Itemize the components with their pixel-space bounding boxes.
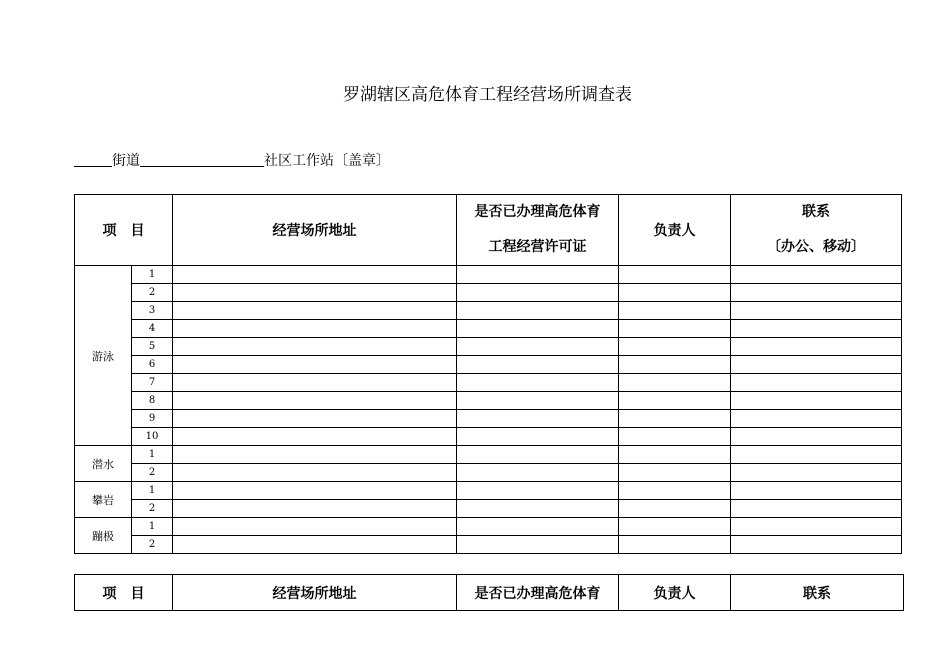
survey-table [74,194,902,554]
header2-person: 负责人 [619,575,731,611]
row-number: 4 [132,320,173,338]
permit-cell[interactable] [457,302,619,320]
table-row [75,518,902,536]
permit-cell[interactable] [457,428,619,446]
table-row [75,428,902,446]
table-row [75,536,902,554]
station-label: 社区工作站〔盖章〕 [264,153,390,169]
table-row [75,266,902,284]
person-cell[interactable] [619,302,731,320]
permit-cell[interactable] [457,482,619,500]
table-row [75,338,902,356]
permit-cell[interactable] [457,320,619,338]
contact-cell[interactable] [731,374,902,392]
row-number: 1 [132,482,173,500]
header-permit-line1: 是否已办理高危体育 [474,204,601,220]
person-cell[interactable] [619,356,731,374]
contact-cell[interactable] [731,356,902,374]
header2-item: 项 目 [75,575,173,611]
row-number: 3 [132,302,173,320]
address-cell[interactable] [173,536,457,554]
contact-cell[interactable] [731,266,902,284]
row-number: 2 [132,500,173,518]
contact-cell[interactable] [731,482,902,500]
contact-cell[interactable] [731,428,902,446]
row-number: 1 [132,266,173,284]
header-contact-line2: 〔办公、移动〕 [767,239,865,255]
table-header-row-continued [75,575,904,611]
person-cell[interactable] [619,446,731,464]
row-number: 6 [132,356,173,374]
contact-cell[interactable] [731,536,902,554]
address-cell[interactable] [173,428,457,446]
header-contact-line1: 联系 [802,204,830,220]
category-label: 游泳 [75,266,132,446]
person-cell[interactable] [619,338,731,356]
contact-cell[interactable] [731,320,902,338]
contact-cell[interactable] [731,302,902,320]
row-number: 2 [132,464,173,482]
table-row [75,374,902,392]
permit-cell[interactable] [457,284,619,302]
table-header-row [75,195,902,266]
address-cell[interactable] [173,284,457,302]
table-row [75,392,902,410]
address-cell[interactable] [173,392,457,410]
row-number: 9 [132,410,173,428]
address-cell[interactable] [173,266,457,284]
contact-cell[interactable] [731,464,902,482]
permit-cell[interactable] [457,266,619,284]
row-number: 10 [132,428,173,446]
address-cell[interactable] [173,446,457,464]
person-cell[interactable] [619,482,731,500]
document-title: 罗湖辖区高危体育工程经营场所调查表 [343,85,632,105]
table-row [75,320,902,338]
row-number: 1 [132,446,173,464]
header2-address: 经营场所地址 [173,575,457,611]
address-cell[interactable] [173,356,457,374]
permit-cell[interactable] [457,392,619,410]
address-cell[interactable] [173,374,457,392]
person-cell[interactable] [619,464,731,482]
table-row [75,284,902,302]
category-label: 潜水 [75,446,132,482]
community-blank[interactable] [140,152,264,167]
category-label: 蹦极 [75,518,132,554]
contact-cell[interactable] [731,338,902,356]
header-item: 项 目 [75,195,173,266]
row-number: 1 [132,518,173,536]
table-row [75,356,902,374]
table-row [75,464,902,482]
table-row [75,500,902,518]
permit-cell[interactable] [457,374,619,392]
person-cell[interactable] [619,536,731,554]
address-cell[interactable] [173,320,457,338]
address-cell[interactable] [173,464,457,482]
person-cell[interactable] [619,392,731,410]
address-cell[interactable] [173,338,457,356]
permit-cell[interactable] [457,446,619,464]
contact-cell[interactable] [731,500,902,518]
contact-cell[interactable] [731,284,902,302]
header2-permit: 是否已办理高危体育 [457,575,619,611]
person-cell[interactable] [619,374,731,392]
permit-cell[interactable] [457,338,619,356]
survey-table-continued [74,574,904,611]
contact-cell[interactable] [731,392,902,410]
table-row [75,446,902,464]
address-cell[interactable] [173,500,457,518]
address-cell[interactable] [173,302,457,320]
address-cell[interactable] [173,518,457,536]
category-label: 攀岩 [75,482,132,518]
person-cell[interactable] [619,410,731,428]
row-number: 8 [132,392,173,410]
row-number: 7 [132,374,173,392]
permit-cell[interactable] [457,356,619,374]
header-permit-line2: 工程经营许可证 [488,239,587,255]
contact-cell[interactable] [731,410,902,428]
person-cell[interactable] [619,518,731,536]
table-row [75,410,902,428]
row-number: 2 [132,536,173,554]
person-cell[interactable] [619,266,731,284]
person-cell[interactable] [619,320,731,338]
permit-cell[interactable] [457,518,619,536]
permit-cell[interactable] [457,536,619,554]
header-permit [457,195,619,266]
person-cell[interactable] [619,500,731,518]
row-number: 2 [132,284,173,302]
header-contact [731,195,902,266]
address-cell[interactable] [173,410,457,428]
person-cell[interactable] [619,284,731,302]
table-row [75,482,902,500]
header-address: 经营场所地址 [173,195,457,266]
street-blank[interactable] [74,152,112,167]
address-cell[interactable] [173,482,457,500]
contact-cell[interactable] [731,446,902,464]
header2-contact: 联系 [731,575,904,611]
table-row [75,302,902,320]
contact-cell[interactable] [731,518,902,536]
permit-cell[interactable] [457,500,619,518]
street-label: 街道 [112,153,140,169]
person-cell[interactable] [619,428,731,446]
row-number: 5 [132,338,173,356]
header-person: 负责人 [619,195,731,266]
permit-cell[interactable] [457,464,619,482]
unit-line [74,150,390,170]
permit-cell[interactable] [457,410,619,428]
